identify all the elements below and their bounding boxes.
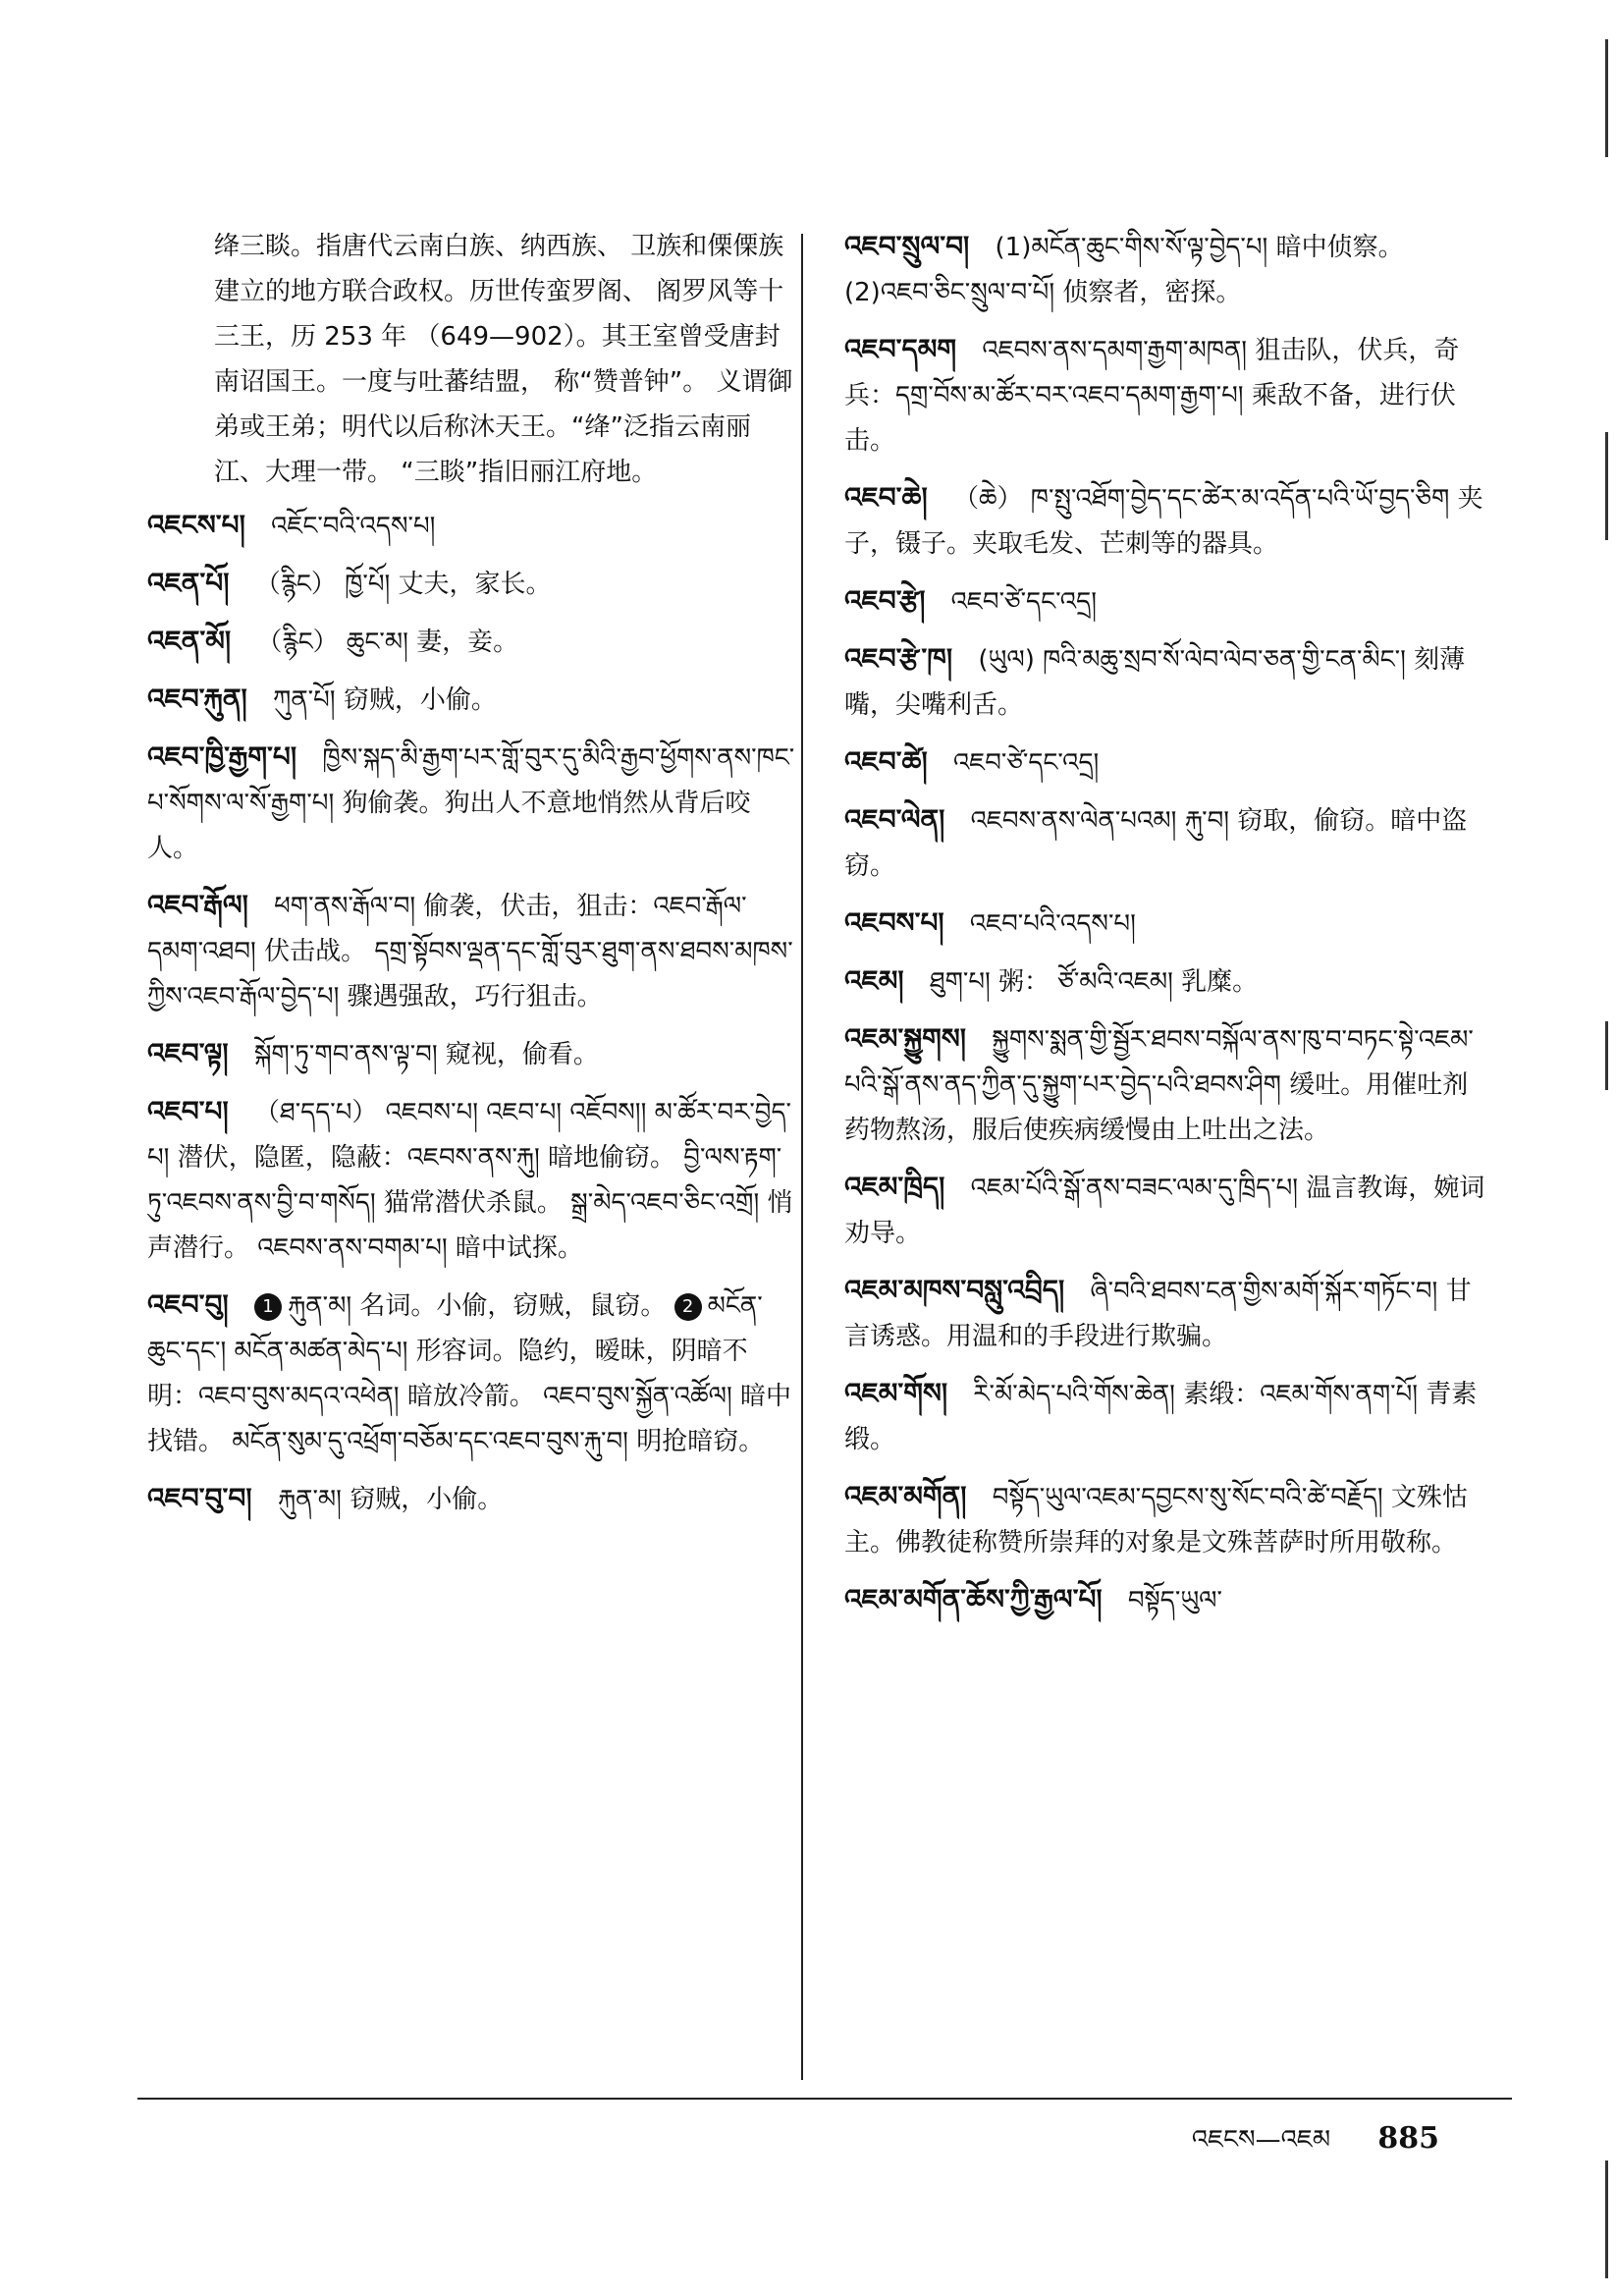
continuation-text: 绛三睒。指唐代云南白族、纳西族、 卫族和傈傈族建立的地方联合政权。历世传蛮罗阁、 阁罗风等十三王，历 253 年 （649—902）。其王室曾受唐封南诏国王。一度与吐蕃结盟， 称“赞普钟”。 义谓御弟或王弟；明代以后称沐天王。“绛”泛指云南丽江、大理一带。 “三睒”指旧丽江府地。 xyxy=(214,232,793,487)
entry xyxy=(844,1577,1492,1623)
headword: འཇབ་རྒོལ། xyxy=(147,889,248,921)
page-footer xyxy=(1192,2111,1439,2183)
entry xyxy=(147,503,795,549)
definition: སྐོག་ཏུ་གབ་ནས་ལྟ་བ། 窥视，偷看。 xyxy=(253,1040,599,1069)
entry xyxy=(147,1476,795,1522)
entry xyxy=(844,636,1492,728)
bottom-rule xyxy=(137,2098,1512,2100)
definition: འཇབས་ནས་ལེན་པའམ། རྐུ་བ། 窃取，偷窃。暗中盗窃。 xyxy=(844,806,1468,881)
page-edge-mark xyxy=(1605,39,1608,157)
entry xyxy=(844,475,1492,567)
definition: （ཆེ） ཁ་སྤུ་འཐོག་བྱེད་དང་ཚེར་མ་འདོན་པའི་ཡོ་བྱད་ཅིག 夹子，镊子。夹取毛发、芒刺等的器具。 xyxy=(844,484,1483,559)
left-column xyxy=(147,224,795,1534)
headword: འཇམ་མགོན་ཆོས་ཀྱི་རྒྱལ་པོ། xyxy=(844,1583,1103,1615)
definition: འཇོང་བའི་འདས་པ། xyxy=(271,512,436,541)
headword: འཇབ་ཁྱི་རྒྱག་པ། xyxy=(147,740,297,773)
right-column xyxy=(844,224,1492,1635)
definition: རི་མོ་མེད་པའི་གོས་ཆེན། 素缎：འཇམ་གོས་ནག་པོ། 青素缎。 xyxy=(844,1380,1478,1454)
headword: འཇབ་ཚེ། xyxy=(844,745,928,778)
headword: འཇབ་རྐུན། xyxy=(147,683,247,715)
headword: འཇབ་བུ། xyxy=(147,1288,229,1321)
entry xyxy=(844,1016,1492,1153)
entry xyxy=(844,224,1492,315)
entry xyxy=(844,739,1492,786)
headword: འཇམ། xyxy=(844,964,904,997)
page-edge-mark xyxy=(1605,432,1608,540)
entry xyxy=(844,1371,1492,1462)
entry xyxy=(844,1268,1492,1359)
definition: བསྟོད་ཡུལ་ xyxy=(1127,1586,1222,1615)
headword: འཇབ་སྲུལ་བ། xyxy=(844,230,970,262)
entry xyxy=(147,677,795,723)
definition: བསྟོད་ཡུལ་འཇམ་དབྱངས་སུ་སོང་བའི་ཚེ་བརྗོད། 文殊怙主。佛教徒称赞所崇拜的对象是文殊菩萨时所用敬称。 xyxy=(844,1483,1468,1558)
definition: （རྙིང） ཆུང་མ། 妻，妾。 xyxy=(256,628,519,657)
definition: འཇམ་པོའི་སྒོ་ནས་བཟང་ལམ་དུ་ཁྲིད་པ། 温言教诲，婉词劝导。 xyxy=(844,1174,1485,1248)
page-number: 885 xyxy=(1377,2121,1439,2156)
entry xyxy=(844,901,1492,947)
entry xyxy=(844,578,1492,625)
entry xyxy=(147,1031,795,1077)
definition: འཇབ་ཙེ་དང་འདྲ། xyxy=(950,587,1097,617)
headword: འཇན་མོ། xyxy=(147,625,232,657)
headword: འཇབ་ལེན། xyxy=(844,803,945,836)
headword: འཇམ་མགོན། xyxy=(844,1480,967,1512)
definition: ཞི་བའི་ཐབས་ངན་གྱིས་མགོ་སྐོར་གཏོང་བ། 甘言诱惑。用温和的手段进行欺骗。 xyxy=(844,1277,1472,1351)
definition-sense: མངོན་ཆུང་དང་། མངོན་མཚན་མེད་པ། 形容词。隐约，暧昧，阴暗不明：འཇབ་བུས་མདའ་འཕེན། 暗放冷箭。 འཇབ་བུས་སྐྱོན་འཚོལ། 暗中找错。 མངོན་སུམ་དུ་འཕྲོག་བཅོམ་དང་འཇབ་བུས་རྐུ་བ། 明抢暗窃。 xyxy=(147,1291,791,1456)
definition: ཕག་ནས་རྒོལ་བ། 偷袭，伏击，狙击：འཇབ་རྒོལ་དམག་འཐབ། 伏击战。 དགྲ་སྟོབས་ལྡན་དང་གློ་བུར་ཐུག་ནས་ཐབས་མཁས་ཀྱིས་འཇབ་རྒོལ་བྱེད་པ། 骤遇强敌，巧行狙击。 xyxy=(147,892,793,1011)
definition: （རྙིང） ཁྱོ་པོ། 丈夫，家长。 xyxy=(254,570,552,599)
definition: རྐུན་མ། 窃贼，小偷。 xyxy=(277,1485,504,1514)
headword: འཇབས་པ། xyxy=(844,906,944,939)
definition: (ཡུལ) ཁའི་མཆུ་སྲབ་སོ་ལེབ་ལེབ་ཅན་གྱི་ངན་མིང་། 刻薄嘴，尖嘴利舌。 xyxy=(844,645,1466,720)
entry xyxy=(844,797,1492,889)
page-edge-mark xyxy=(1605,2160,1608,2278)
headword: འཇབ་དམག xyxy=(844,333,957,365)
definition: ཀུན་པོ། 窃贼，小偷。 xyxy=(273,685,497,715)
page-edge-mark xyxy=(1605,1021,1608,1090)
headword: འཇབ་ཆེ། xyxy=(844,481,928,514)
headword: འཇམ་མཁས་བསླུ་འབྲིད། xyxy=(844,1274,1065,1306)
headword: འཇམ་ཁྲིད། xyxy=(844,1171,945,1203)
definition: འཇབས་ནས་དམག་རྒྱག་མཁན། 狙击队，伏兵，奇兵：དགྲ་བོས་མ་ཚོར་བར་འཇབ་དམག་རྒྱག་པ། 乘敌不备，进行伏击。 xyxy=(844,336,1460,456)
entry xyxy=(844,1165,1492,1256)
column-divider xyxy=(801,234,803,2080)
headword: འཇབ་རྩེ། xyxy=(844,584,926,617)
headword: འཇབ་རྩེ་ཁ། xyxy=(844,642,953,675)
entry xyxy=(147,561,795,607)
entry xyxy=(147,619,795,665)
sense-number-badge: 2 xyxy=(674,1293,702,1321)
headword: འཇབ་ལྟ། xyxy=(147,1037,229,1069)
entry xyxy=(147,1283,795,1464)
entry xyxy=(147,883,795,1019)
definition: (1)མངོན་ཆུང་གིས་སོ་ལྟ་བྱེད་པ། 暗中侦察。(2)འཇབ་ཅིང་སྲུལ་བ་པོ། 侦察者，密探。 xyxy=(844,233,1404,307)
headword: འཇབ་བུ་བ། xyxy=(147,1482,252,1514)
entry xyxy=(147,735,795,871)
definition: སྐྱུགས་སྨན་གྱི་སྦྱོར་ཐབས་བསྐོལ་ནས་ཁུ་བ་བཏང་སྟེ་འཇམ་པའི་སྒོ་ནས་ནད་ཀྱིན་དུ་སྐྱུག་པར་བྱེད་པའི་ཐབས་ཤིག 缓吐。用催吐剂药物熬汤，服后使疾病缓慢由上吐出之法。 xyxy=(844,1025,1474,1145)
headword: འཇམ་གོས། xyxy=(844,1377,948,1409)
definition-sense: རྐུན་མ། 名词。小偷，窃贼，鼠窃。 xyxy=(287,1291,667,1321)
sense-number-badge: 1 xyxy=(254,1293,282,1321)
running-head-range: འཇངས—འཇམ xyxy=(1191,2125,1331,2155)
definition: འཇབ་ཙེ་དང་འདྲ། xyxy=(952,748,1100,778)
definition: ཁྱིས་སྐད་མི་རྒྱག་པར་གློ་བུར་དུ་མིའི་རྒྱབ་ཕྱོགས་ནས་ཁང་པ་སོགས་ལ་སོ་རྒྱག་པ། 狗偷袭。狗出人不意地悄然从背后咬人。 xyxy=(147,743,795,863)
definition: ཐུག་པ། 粥： ཙོ་མའི་འཇམ། 乳糜。 xyxy=(929,967,1259,997)
headword: འཇབ་པ། xyxy=(147,1095,229,1127)
entry xyxy=(844,958,1492,1005)
headword: འཇངས་པ། xyxy=(147,509,245,541)
entry xyxy=(147,1089,795,1271)
headword: འཇན་པོ། xyxy=(147,567,230,599)
headword: འཇམ་སྐྱུགས། xyxy=(844,1022,966,1055)
definition: （ཐ་དད་པ） འཇབས་པ། འཇབ་པ། འཇོབས།། མ་ཚོར་བར་བྱེད་པ། 潜伏，隐匿，隐蔽：འཇབས་ནས་རྐུ། 暗地偷窃。 བྱི་ལས་རྟག་ཏུ་འཇབས་ནས་བྱི་བ་གསོད། 猫常潜伏杀鼠。 སྒྲ་མེད་འཇབ་ཅིང་འགྲོ། 悄声潜行。 འཇབས་ནས་བགམ་པ། 暗中试探。 xyxy=(147,1098,793,1263)
entry xyxy=(844,1474,1492,1565)
definition: འཇབ་པའི་འདས་པ། xyxy=(969,909,1136,939)
entry xyxy=(844,327,1492,464)
